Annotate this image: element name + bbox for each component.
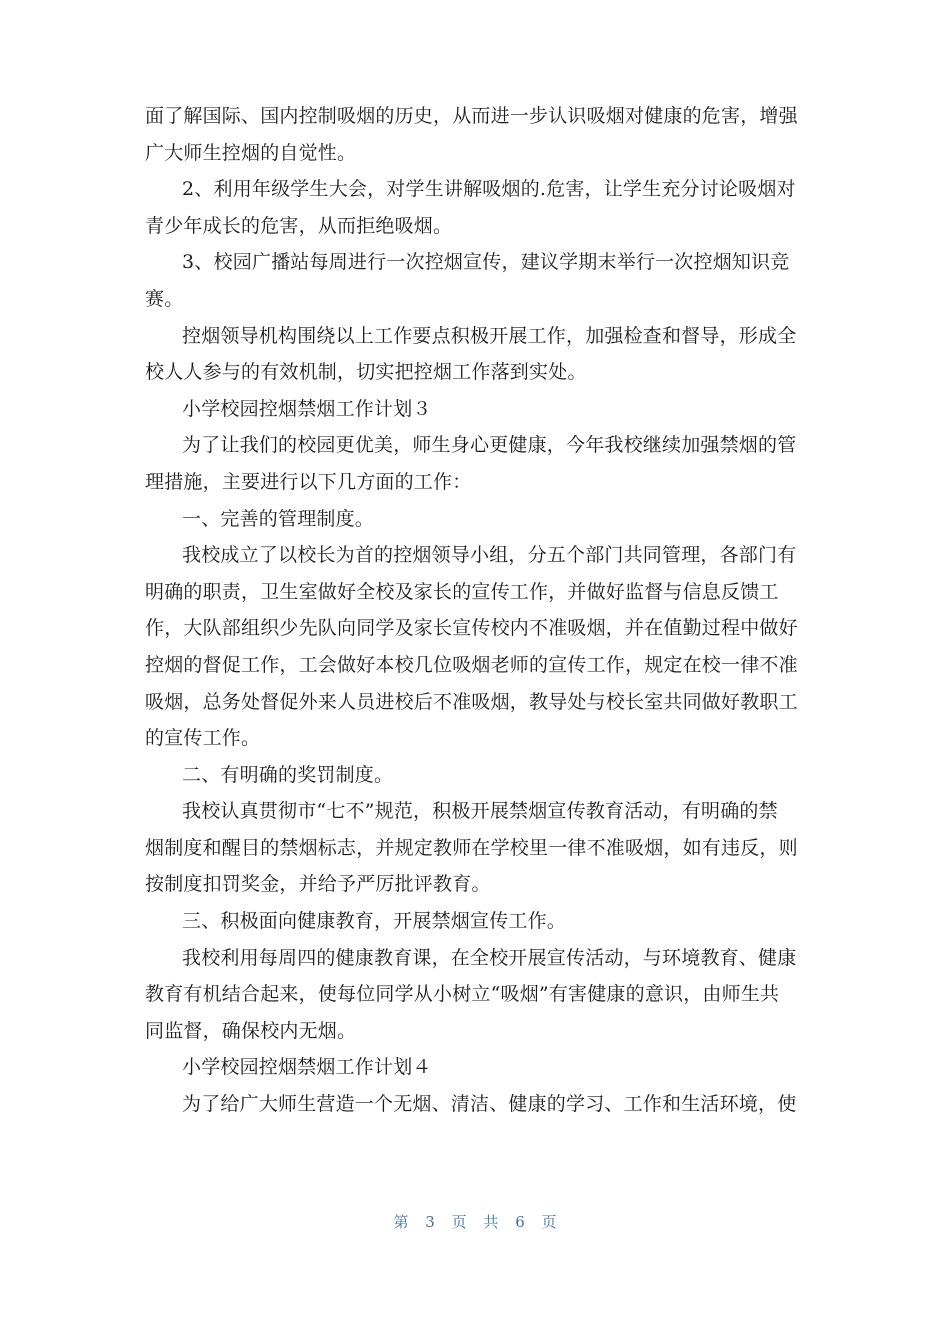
text-line: 作，大队部组织少先队向同学及家长宣传校内不准吸烟，并在值勤过程中做好 — [145, 617, 798, 640]
text-line: 面了解国际、国内控制吸烟的历史，从而进一步认识吸烟对健康的危害，增强 — [145, 105, 798, 127]
text-line: 校人人参与的有效机制，切实把控烟工作落到实处。 — [145, 361, 587, 384]
text-line: 控烟领导机构围绕以上工作要点积极开展工作，加强检查和督导，形成全 — [182, 324, 797, 347]
text-line: 吸烟，总务处督促外来人员进校后不准吸烟，教导处与校长室共同做好教职工 — [145, 690, 798, 713]
footer-total-pages: 6 — [515, 1213, 525, 1231]
text-line: 明确的职责，卫生室做好全校及家长的宣传工作，并做好监督与信息反馈工 — [145, 580, 779, 603]
text-line: 一、完善的管理制度。 — [182, 507, 375, 530]
page-footer — [0, 1211, 950, 1232]
text-line: 三、积极面向健康教育，开展禁烟宣传工作。 — [182, 910, 567, 933]
text-line: 二、有明确的奖罚制度。 — [182, 763, 394, 786]
text-line: 为了给广大师生营造一个无烟、清洁、健康的学习、工作和生活环境，使 — [182, 1093, 797, 1116]
text-line: 教育有机结合起来，使每位同学从小树立“吸烟”有害健康的意识，由师生共 — [145, 983, 780, 1006]
text-line: 我校成立了以校长为首的控烟领导小组，分五个部门共同管理，各部门有 — [182, 544, 797, 567]
footer-ye-2: 页 — [541, 1213, 557, 1231]
text-line: 赛。 — [145, 287, 184, 310]
text-line: 理措施，主要进行以下几方面的工作： — [145, 470, 472, 493]
footer-di: 第 — [393, 1213, 409, 1231]
text-line: 小学校园控烟禁烟工作计划３ — [182, 397, 432, 420]
document-body — [145, 98, 805, 1123]
text-line: 我校利用每周四的健康教育课，在全校开展宣传活动，与环境教育、健康 — [182, 946, 797, 969]
text-line: 3、校园广播站每周进行一次控烟宣传，建议学期末举行一次控烟知识竞 — [182, 251, 790, 274]
text-line: 的宣传工作。 — [145, 727, 261, 750]
footer-current-page: 3 — [425, 1213, 435, 1231]
text-line: 同监督，确保校内无烟。 — [145, 1019, 357, 1042]
text-line: 控烟的督促工作，工会做好本校几位吸烟老师的宣传工作，规定在校一律不准 — [145, 653, 798, 676]
text-line: 烟制度和醒目的禁烟标志，并规定教师在学校里一律不准吸烟，如有违反，则 — [145, 836, 798, 859]
footer-ye: 页 — [451, 1213, 467, 1231]
text-line: 按制度扣罚奖金，并给予严厉批评教育。 — [145, 873, 491, 896]
footer-gong: 共 — [483, 1213, 499, 1231]
text-line: 我校认真贯彻市“七不”规范，积极开展禁烟宣传教育活动，有明确的禁 — [182, 800, 778, 823]
text-line: 2、利用年级学生大会，对学生讲解吸烟的.危害，让学生充分讨论吸烟对 — [182, 178, 796, 201]
text-line: 广大师生控烟的自觉性。 — [145, 141, 357, 164]
text-line: 为了让我们的校园更优美，师生身心更健康，今年我校继续加强禁烟的管 — [182, 434, 797, 457]
text-line: 小学校园控烟禁烟工作计划４ — [182, 1056, 432, 1079]
text-line: 青少年成长的危害，从而拒绝吸烟。 — [145, 214, 453, 237]
